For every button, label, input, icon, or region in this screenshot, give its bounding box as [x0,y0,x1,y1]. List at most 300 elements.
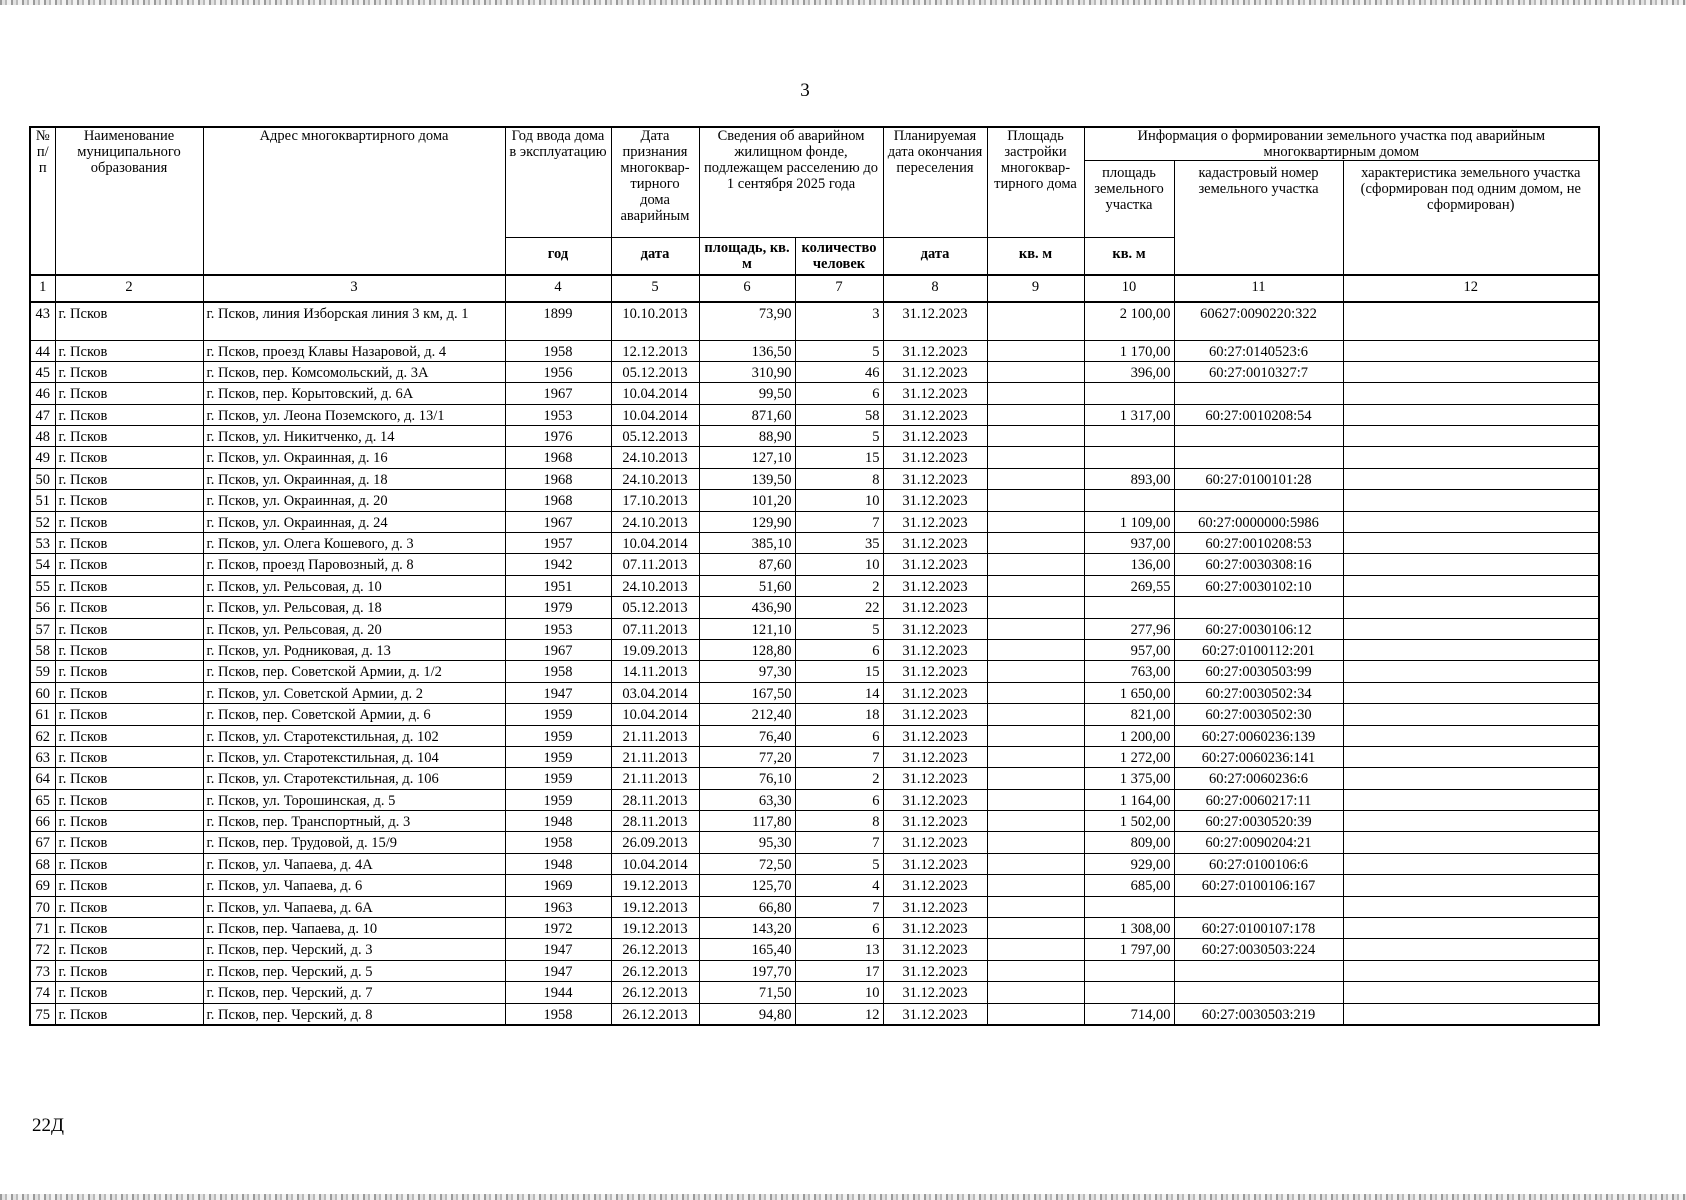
municipality-cell: г. Псков [55,426,203,447]
year-cell: 1963 [505,896,611,917]
recognition-date-cell: 21.11.2013 [611,746,699,767]
table-row [30,661,1599,682]
table-row [30,939,1599,960]
table-row [30,361,1599,382]
area-cell: 139,50 [699,468,795,489]
cadastral-number-cell: 60:27:0100106:6 [1174,853,1343,874]
year-cell: 1979 [505,597,611,618]
planned-date-cell: 31.12.2023 [883,768,987,789]
address-cell: г. Псков, линия Изборская линия 3 км, д. 1 [203,302,505,340]
land-area-cell: 714,00 [1084,1003,1174,1024]
people-cell: 2 [795,768,883,789]
table-row [30,302,1599,340]
land-area-cell: 1 650,00 [1084,682,1174,703]
area-cell: 88,90 [699,426,795,447]
planned-date-cell: 31.12.2023 [883,639,987,660]
municipality-cell: г. Псков [55,404,203,425]
people-cell: 7 [795,746,883,767]
municipality-cell: г. Псков [55,1003,203,1024]
land-area-cell: 2 100,00 [1084,302,1174,340]
land-characteristic-cell [1343,490,1599,511]
table-row [30,618,1599,639]
building-area-cell [987,811,1084,832]
municipality-cell: г. Псков [55,682,203,703]
land-characteristic-cell [1343,361,1599,382]
building-area-cell [987,447,1084,468]
cadastral-number-cell: 60:27:0010208:54 [1174,404,1343,425]
recognition-date-cell: 07.11.2013 [611,618,699,639]
planned-date-cell: 31.12.2023 [883,1003,987,1024]
area-cell: 97,30 [699,661,795,682]
planned-date-cell: 31.12.2023 [883,468,987,489]
municipality-cell: г. Псков [55,468,203,489]
building-area-cell [987,682,1084,703]
year-cell: 1947 [505,960,611,981]
planned-date-cell: 31.12.2023 [883,982,987,1003]
people-cell: 14 [795,682,883,703]
planned-date-cell: 31.12.2023 [883,426,987,447]
municipality-cell: г. Псков [55,597,203,618]
unit-build-area: кв. м [987,238,1084,276]
column-number: 11 [1174,275,1343,302]
table-row [30,1003,1599,1024]
year-cell: 1972 [505,918,611,939]
municipality-cell: г. Псков [55,875,203,896]
land-area-cell: 1 797,00 [1084,939,1174,960]
municipality-cell: г. Псков [55,639,203,660]
column-number: 12 [1343,275,1599,302]
row-number: 49 [30,447,55,468]
column-number: 8 [883,275,987,302]
municipality-cell: г. Псков [55,511,203,532]
row-number: 63 [30,746,55,767]
municipality-cell: г. Псков [55,447,203,468]
recognition-date-cell: 24.10.2013 [611,468,699,489]
planned-date-cell: 31.12.2023 [883,853,987,874]
recognition-date-cell: 10.04.2014 [611,704,699,725]
row-number: 47 [30,404,55,425]
planned-date-cell: 31.12.2023 [883,746,987,767]
area-cell: 197,70 [699,960,795,981]
recognition-date-cell: 21.11.2013 [611,768,699,789]
table-row [30,704,1599,725]
building-area-cell [987,597,1084,618]
row-number: 70 [30,896,55,917]
building-area-cell [987,875,1084,896]
municipality-cell: г. Псков [55,832,203,853]
address-cell: г. Псков, проезд Паровозный, д. 8 [203,554,505,575]
address-cell: г. Псков, пер. Корытовский, д. 6А [203,383,505,404]
area-cell: 72,50 [699,853,795,874]
address-cell: г. Псков, пер. Черский, д. 3 [203,939,505,960]
recognition-date-cell: 19.12.2013 [611,896,699,917]
land-area-cell: 1 170,00 [1084,340,1174,361]
building-area-cell [987,361,1084,382]
planned-date-cell: 31.12.2023 [883,918,987,939]
planned-date-cell: 31.12.2023 [883,960,987,981]
recognition-date-cell: 21.11.2013 [611,725,699,746]
land-characteristic-cell [1343,789,1599,810]
cadastral-number-cell: 60:27:0090204:21 [1174,832,1343,853]
row-number: 53 [30,533,55,554]
unit-plan-date: дата [883,238,987,276]
address-cell: г. Псков, ул. Старотекстильная, д. 106 [203,768,505,789]
municipality-cell: г. Псков [55,302,203,340]
people-cell: 5 [795,853,883,874]
area-cell: 125,70 [699,875,795,896]
address-cell: г. Псков, пер. Комсомольский, д. 3А [203,361,505,382]
planned-date-cell: 31.12.2023 [883,361,987,382]
land-area-cell: 893,00 [1084,468,1174,489]
recognition-date-cell: 24.10.2013 [611,575,699,596]
year-cell: 1942 [505,554,611,575]
municipality-cell: г. Псков [55,533,203,554]
cadastral-number-cell [1174,490,1343,511]
land-characteristic-cell [1343,447,1599,468]
address-cell: г. Псков, ул. Чапаева, д. 6А [203,896,505,917]
municipality-cell: г. Псков [55,746,203,767]
planned-date-cell: 31.12.2023 [883,533,987,554]
area-cell: 99,50 [699,383,795,404]
building-area-cell [987,404,1084,425]
unit-people: количество человек [795,238,883,276]
year-cell: 1958 [505,340,611,361]
cadastral-number-cell: 60:27:0060217:11 [1174,789,1343,810]
building-area-cell [987,789,1084,810]
table-row [30,340,1599,361]
cadastral-number-cell: 60:27:0030503:219 [1174,1003,1343,1024]
row-number: 58 [30,639,55,660]
land-area-cell: 1 272,00 [1084,746,1174,767]
planned-date-cell: 31.12.2023 [883,811,987,832]
municipality-cell: г. Псков [55,811,203,832]
building-area-cell [987,853,1084,874]
municipality-cell: г. Псков [55,575,203,596]
row-number: 50 [30,468,55,489]
land-area-cell [1084,490,1174,511]
year-cell: 1953 [505,618,611,639]
row-number: 65 [30,789,55,810]
address-cell: г. Псков, ул. Старотекстильная, д. 104 [203,746,505,767]
recognition-date-cell: 26.12.2013 [611,982,699,1003]
people-cell: 7 [795,832,883,853]
cadastral-number-cell: 60:27:0100112:201 [1174,639,1343,660]
land-area-cell [1084,383,1174,404]
people-cell: 7 [795,896,883,917]
recognition-date-cell: 14.11.2013 [611,661,699,682]
address-cell: г. Псков, пер. Трудовой, д. 15/9 [203,832,505,853]
table-row [30,746,1599,767]
cadastral-number-cell: 60:27:0060236:141 [1174,746,1343,767]
header-building-area: Площадь застройки многоквар-тирного дома [987,127,1084,238]
year-cell: 1958 [505,832,611,853]
table-row [30,853,1599,874]
row-number: 44 [30,340,55,361]
land-area-cell: 277,96 [1084,618,1174,639]
cadastral-number-cell: 60:27:0100107:178 [1174,918,1343,939]
municipality-cell: г. Псков [55,939,203,960]
cadastral-number-cell [1174,597,1343,618]
header-cadastral-number: кадастровый номер земельного участка [1174,161,1343,276]
people-cell: 3 [795,302,883,340]
header-emergency-info: Сведения об аварийном жилищном фонде, подлежащем расселению до 1 сентября 2025 года [699,127,883,238]
address-cell: г. Псков, ул. Окраинная, д. 20 [203,490,505,511]
recognition-date-cell: 26.12.2013 [611,1003,699,1024]
planned-date-cell: 31.12.2023 [883,875,987,896]
building-area-cell [987,1003,1084,1024]
address-cell: г. Псков, ул. Чапаева, д. 6 [203,875,505,896]
column-number: 6 [699,275,795,302]
recognition-date-cell: 05.12.2013 [611,361,699,382]
land-characteristic-cell [1343,404,1599,425]
recognition-date-cell: 05.12.2013 [611,597,699,618]
column-number: 4 [505,275,611,302]
people-cell: 6 [795,789,883,810]
row-number: 67 [30,832,55,853]
people-cell: 2 [795,575,883,596]
table-row [30,490,1599,511]
land-area-cell: 809,00 [1084,832,1174,853]
cadastral-number-cell: 60:27:0060236:6 [1174,768,1343,789]
building-area-cell [987,661,1084,682]
planned-date-cell: 31.12.2023 [883,939,987,960]
area-cell: 136,50 [699,340,795,361]
area-cell: 51,60 [699,575,795,596]
land-area-cell: 957,00 [1084,639,1174,660]
row-number: 55 [30,575,55,596]
row-number: 60 [30,682,55,703]
land-area-cell [1084,447,1174,468]
area-cell: 66,80 [699,896,795,917]
address-cell: г. Псков, ул. Рельсовая, д. 10 [203,575,505,596]
land-area-cell: 821,00 [1084,704,1174,725]
planned-date-cell: 31.12.2023 [883,383,987,404]
recognition-date-cell: 26.12.2013 [611,960,699,981]
people-cell: 5 [795,426,883,447]
table-row [30,875,1599,896]
planned-date-cell: 31.12.2023 [883,789,987,810]
area-cell: 76,40 [699,725,795,746]
municipality-cell: г. Псков [55,554,203,575]
land-characteristic-cell [1343,597,1599,618]
building-area-cell [987,639,1084,660]
table-row [30,789,1599,810]
recognition-date-cell: 03.04.2014 [611,682,699,703]
land-characteristic-cell [1343,302,1599,340]
people-cell: 5 [795,618,883,639]
municipality-cell: г. Псков [55,918,203,939]
cadastral-number-cell: 60:27:0140523:6 [1174,340,1343,361]
land-area-cell: 937,00 [1084,533,1174,554]
people-cell: 13 [795,939,883,960]
row-number: 52 [30,511,55,532]
table-row [30,383,1599,404]
people-cell: 6 [795,639,883,660]
building-area-cell [987,982,1084,1003]
municipality-cell: г. Псков [55,340,203,361]
land-characteristic-cell [1343,939,1599,960]
recognition-date-cell: 28.11.2013 [611,789,699,810]
land-characteristic-cell [1343,832,1599,853]
address-cell: г. Псков, ул. Чапаева, д. 4А [203,853,505,874]
address-cell: г. Псков, пер. Черский, д. 5 [203,960,505,981]
land-area-cell: 929,00 [1084,853,1174,874]
table-row [30,811,1599,832]
planned-date-cell: 31.12.2023 [883,618,987,639]
recognition-date-cell: 17.10.2013 [611,490,699,511]
address-cell: г. Псков, ул. Советской Армии, д. 2 [203,682,505,703]
recognition-date-cell: 26.09.2013 [611,832,699,853]
municipality-cell: г. Псков [55,982,203,1003]
people-cell: 18 [795,704,883,725]
year-cell: 1953 [505,404,611,425]
column-numbers-row [30,275,1599,302]
row-number: 64 [30,768,55,789]
people-cell: 12 [795,1003,883,1024]
building-area-cell [987,383,1084,404]
municipality-cell: г. Псков [55,383,203,404]
land-characteristic-cell [1343,682,1599,703]
table-row [30,768,1599,789]
year-cell: 1968 [505,447,611,468]
column-number: 5 [611,275,699,302]
land-characteristic-cell [1343,1003,1599,1024]
people-cell: 7 [795,511,883,532]
area-cell: 71,50 [699,982,795,1003]
cadastral-number-cell: 60:27:0100101:28 [1174,468,1343,489]
row-number: 51 [30,490,55,511]
cadastral-number-cell: 60:27:0030502:30 [1174,704,1343,725]
recognition-date-cell: 07.11.2013 [611,554,699,575]
row-number: 68 [30,853,55,874]
land-characteristic-cell [1343,426,1599,447]
table-row [30,982,1599,1003]
land-characteristic-cell [1343,918,1599,939]
year-cell: 1959 [505,725,611,746]
column-number: 3 [203,275,505,302]
row-number: 73 [30,960,55,981]
year-cell: 1976 [505,426,611,447]
land-area-cell: 763,00 [1084,661,1174,682]
people-cell: 17 [795,960,883,981]
building-area-cell [987,575,1084,596]
building-area-cell [987,468,1084,489]
year-cell: 1959 [505,789,611,810]
land-area-cell [1084,597,1174,618]
area-cell: 95,30 [699,832,795,853]
planned-date-cell: 31.12.2023 [883,302,987,340]
year-cell: 1948 [505,811,611,832]
row-number: 46 [30,383,55,404]
row-number: 56 [30,597,55,618]
cadastral-number-cell: 60:27:0010208:53 [1174,533,1343,554]
people-cell: 22 [795,597,883,618]
year-cell: 1968 [505,490,611,511]
land-characteristic-cell [1343,383,1599,404]
planned-date-cell: 31.12.2023 [883,682,987,703]
year-cell: 1957 [505,533,611,554]
header-planned-date: Планируемая дата окончания переселения [883,127,987,238]
recognition-date-cell: 28.11.2013 [611,811,699,832]
unit-area: площадь, кв. м [699,238,795,276]
table-row [30,639,1599,660]
area-cell: 128,80 [699,639,795,660]
land-characteristic-cell [1343,639,1599,660]
area-cell: 436,90 [699,597,795,618]
address-cell: г. Псков, пер. Советской Армии, д. 1/2 [203,661,505,682]
planned-date-cell: 31.12.2023 [883,554,987,575]
building-area-cell [987,832,1084,853]
table-row [30,960,1599,981]
table-row [30,832,1599,853]
cadastral-number-cell: 60:27:0030106:12 [1174,618,1343,639]
cadastral-number-cell: 60:27:0030503:99 [1174,661,1343,682]
year-cell: 1948 [505,853,611,874]
address-cell: г. Псков, ул. Окраинная, д. 16 [203,447,505,468]
address-cell: г. Псков, ул. Олега Кошевого, д. 3 [203,533,505,554]
building-area-cell [987,340,1084,361]
people-cell: 6 [795,918,883,939]
recognition-date-cell: 24.10.2013 [611,447,699,468]
land-characteristic-cell [1343,725,1599,746]
area-cell: 76,10 [699,768,795,789]
area-cell: 143,20 [699,918,795,939]
land-characteristic-cell [1343,960,1599,981]
municipality-cell: г. Псков [55,661,203,682]
row-number: 43 [30,302,55,340]
people-cell: 10 [795,554,883,575]
land-characteristic-cell [1343,340,1599,361]
land-characteristic-cell [1343,853,1599,874]
address-cell: г. Псков, ул. Родниковая, д. 13 [203,639,505,660]
year-cell: 1958 [505,661,611,682]
people-cell: 4 [795,875,883,896]
cadastral-number-cell [1174,447,1343,468]
year-cell: 1947 [505,682,611,703]
column-number: 7 [795,275,883,302]
land-characteristic-cell [1343,811,1599,832]
column-number: 1 [30,275,55,302]
planned-date-cell: 31.12.2023 [883,725,987,746]
people-cell: 35 [795,533,883,554]
header-address: Адрес многоквартирного дома [203,127,505,275]
emergency-housing-table [29,126,1600,1026]
municipality-cell: г. Псков [55,853,203,874]
people-cell: 6 [795,383,883,404]
people-cell: 10 [795,490,883,511]
address-cell: г. Псков, ул. Окраинная, д. 24 [203,511,505,532]
year-cell: 1899 [505,302,611,340]
year-cell: 1959 [505,746,611,767]
municipality-cell: г. Псков [55,725,203,746]
year-cell: 1947 [505,939,611,960]
recognition-date-cell: 12.12.2013 [611,340,699,361]
land-area-cell: 685,00 [1084,875,1174,896]
header-date-recognized: Дата признания многоквар-тирного дома аварийным [611,127,699,238]
row-number: 66 [30,811,55,832]
area-cell: 117,80 [699,811,795,832]
table-row [30,597,1599,618]
land-area-cell: 1 200,00 [1084,725,1174,746]
year-cell: 1969 [505,875,611,896]
recognition-date-cell: 26.12.2013 [611,939,699,960]
land-area-cell [1084,426,1174,447]
land-characteristic-cell [1343,661,1599,682]
header-year-commissioned: Год ввода дома в эксплуатацию [505,127,611,238]
people-cell: 15 [795,447,883,468]
building-area-cell [987,490,1084,511]
planned-date-cell: 31.12.2023 [883,704,987,725]
